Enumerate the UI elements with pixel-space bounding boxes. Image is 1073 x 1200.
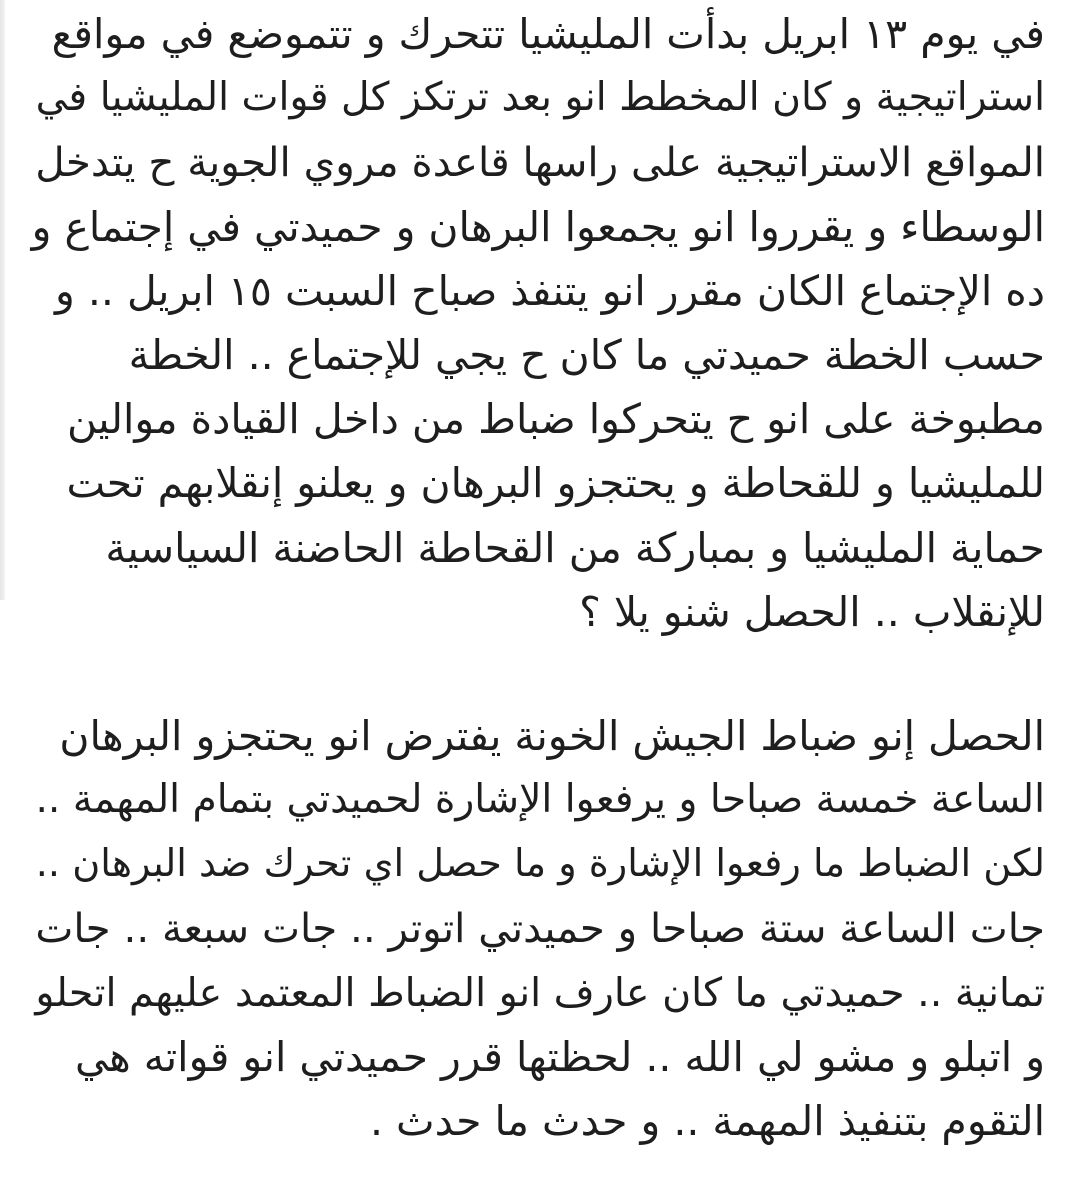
text-line: لكن الضباط ما رفعوا الإشارة و ما حصل اي تحرك ضد البرهان .. xyxy=(35,842,1045,887)
text-line: جات الساعة ستة صباحا و حميدتي اتوتر .. جات سبعة .. جات xyxy=(35,904,1045,952)
text-line: التقوم بتنفيذ المهمة .. و حدث ما حدث . xyxy=(369,1097,1045,1146)
text-line: و اتبلو و مشو لي الله .. لحظتها قرر حميدتي انو قواته هي xyxy=(74,1032,1045,1081)
text-line: حماية المليشيا و بمباركة من القحاطة الحاضنة السياسية xyxy=(105,523,1045,572)
text-line: للمليشيا و للقحاطة و يحتجزو البرهان و يعلنو إنقلابهم تحت xyxy=(66,459,1045,508)
text-line: الساعة خمسة صباحا و يرفعوا الإشارة لحميدتي بتمام المهمة .. xyxy=(35,777,1045,823)
text-line: المواقع الاستراتيجية على راسها قاعدة مروي الجوية ح يتدخل xyxy=(35,138,1045,187)
text-line: تمانية .. حميدتي ما كان عارف انو الضباط المعتمد عليهم اتحلو xyxy=(35,969,1045,1016)
text-line: للإنقلاب .. الحصل شنو يلا ؟ xyxy=(579,587,1045,636)
text-line: الحصل إنو ضباط الجيش الخونة يفترض انو يحتجزو البرهان xyxy=(59,712,1045,760)
text-line: استراتيجية و كان المخطط انو بعد ترتكز كل قوات المليشيا في xyxy=(35,75,1045,121)
text-line: ده الإجتماع الكان مقرر انو يتنفذ صباح السبت ١٥ ابريل .. و xyxy=(55,266,1045,315)
text-line: الوسطاء و يقرروا انو يجمعوا البرهان و حميدتي في إجتماع و xyxy=(31,202,1045,251)
paragraph-1 xyxy=(25,2,1045,644)
text-line: مطبوخة على انو ح يتحركوا ضباط من داخل القيادة موالين xyxy=(66,395,1045,444)
text-line: في يوم ١٣ ابريل بدأت المليشيا تتحرك و تتموضع في مواقع xyxy=(51,10,1045,58)
scroll-edge-strip xyxy=(0,0,5,600)
paragraph-2 xyxy=(25,704,1045,1153)
text-line: حسب الخطة حميدتي ما كان ح يجي للإجتماع .. الخطة xyxy=(128,330,1045,379)
